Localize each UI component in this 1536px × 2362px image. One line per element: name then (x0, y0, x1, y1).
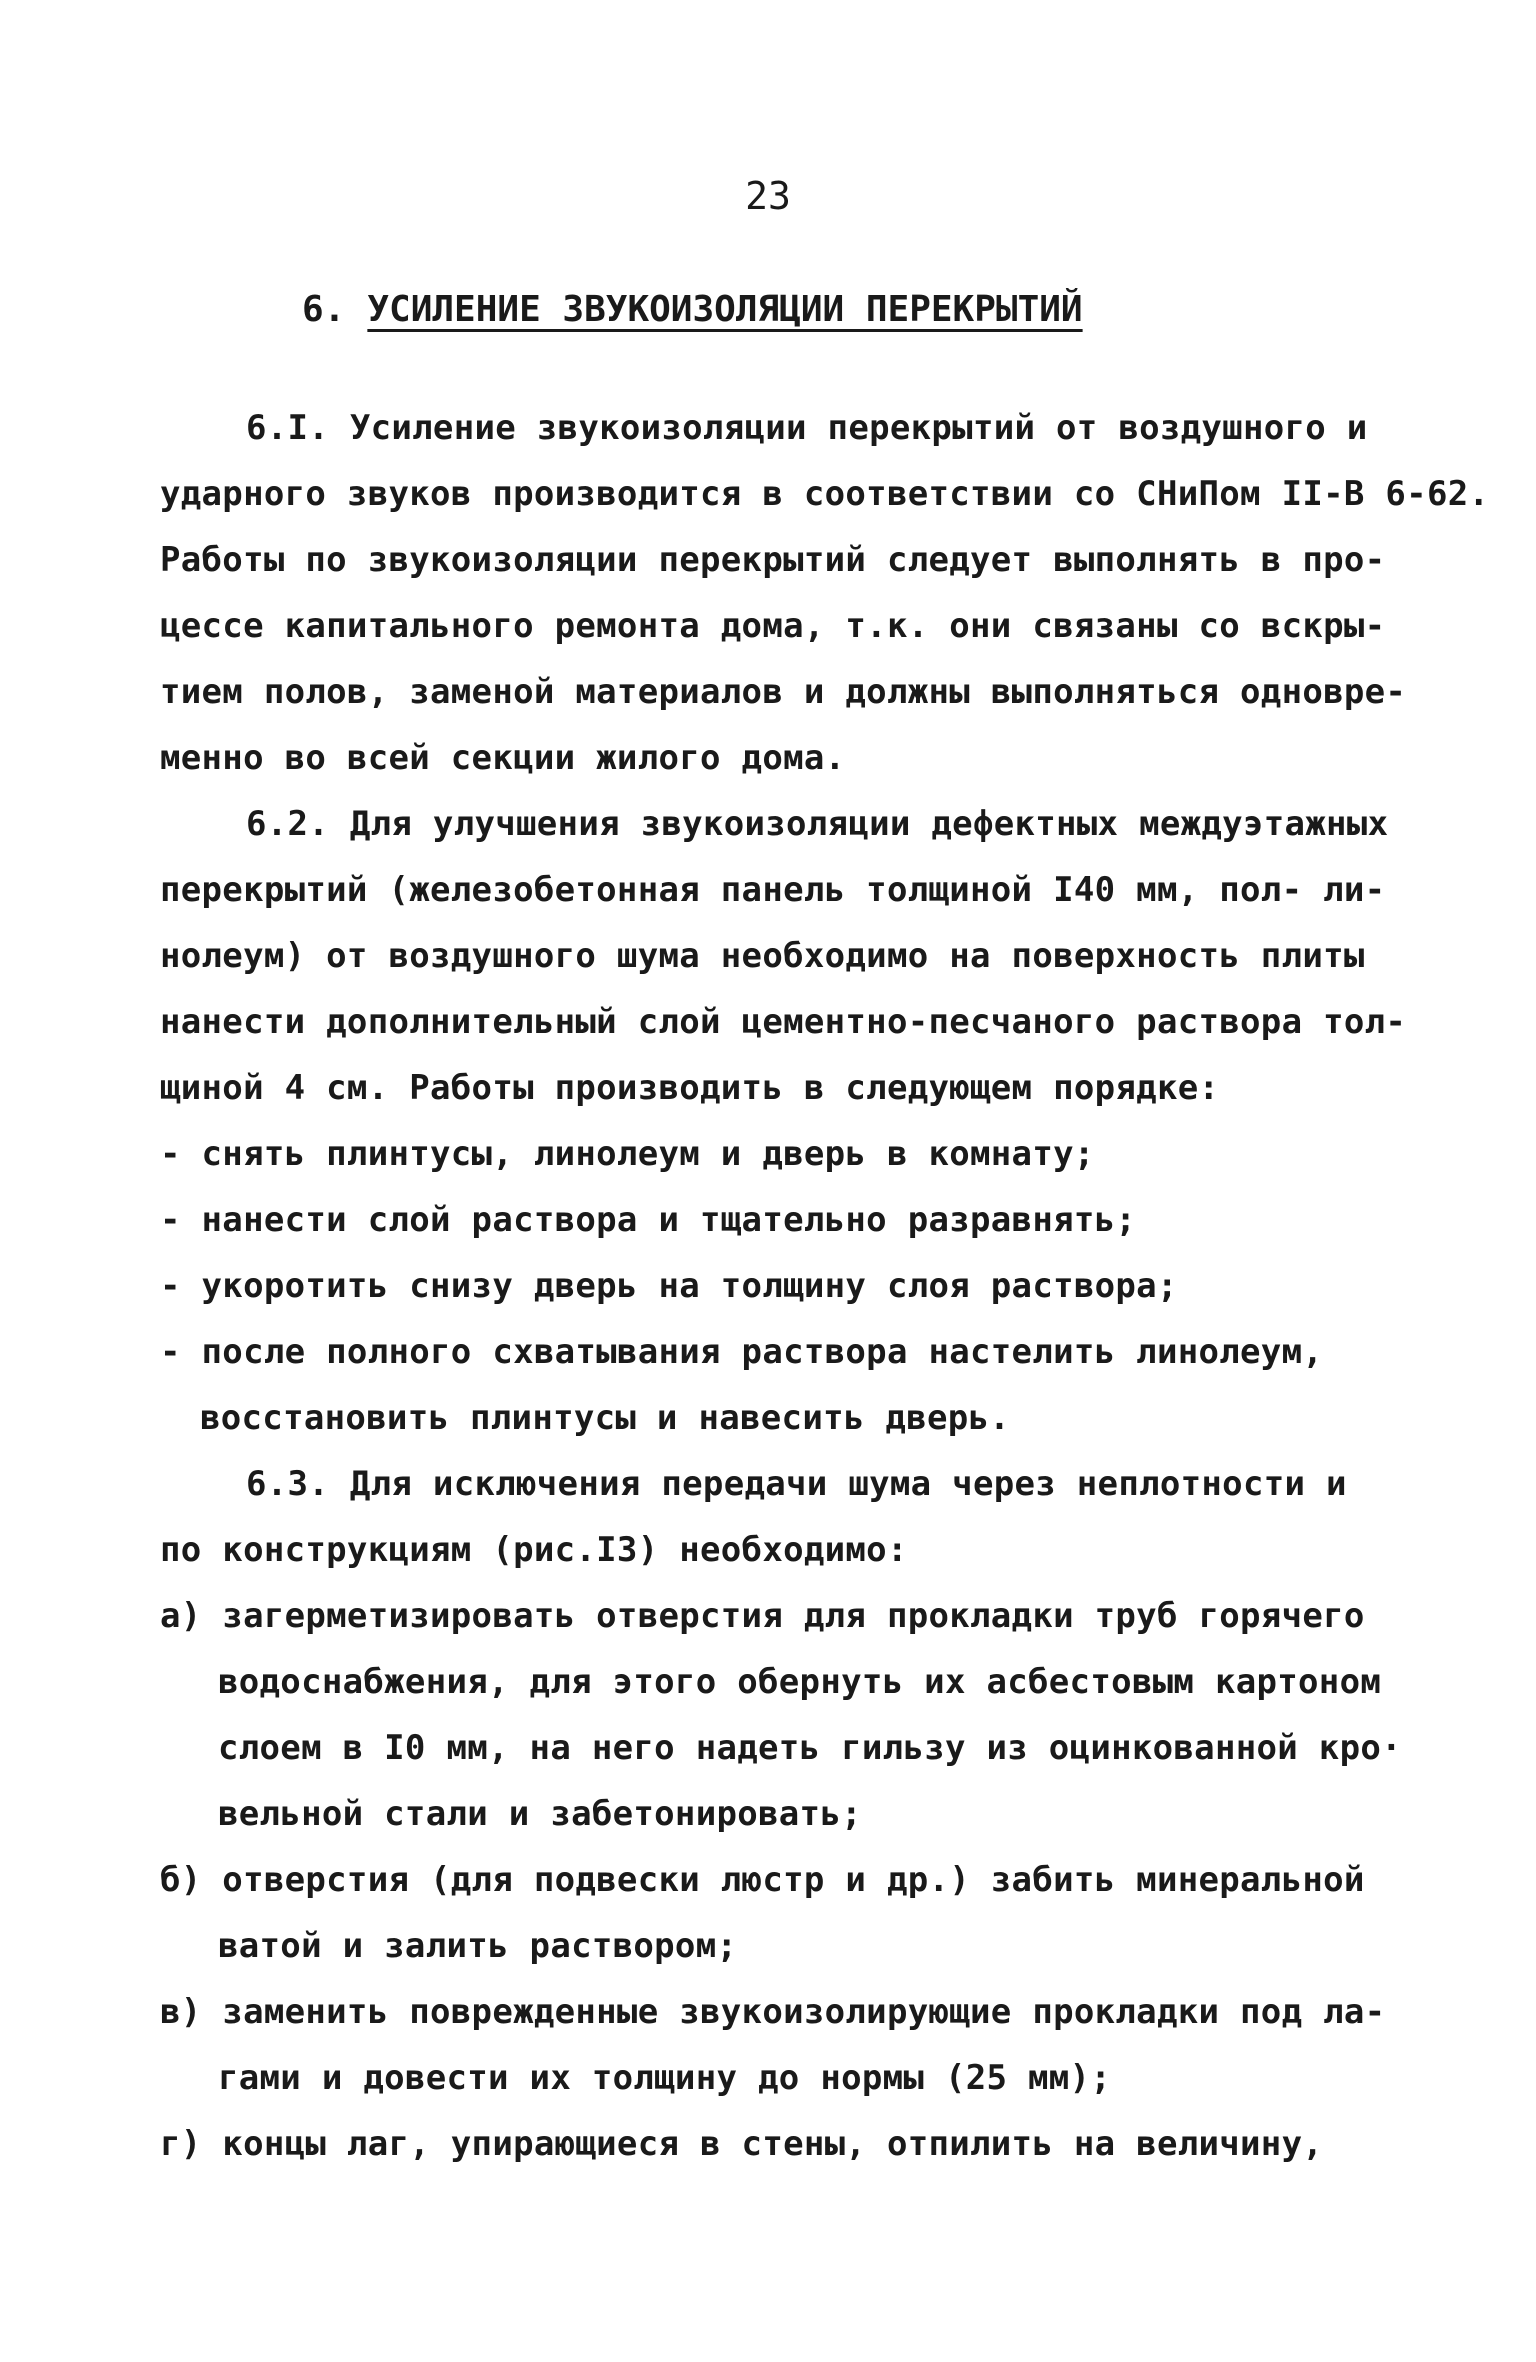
list-item: - после полного схватывания раствора настелить линолеум, (160, 1332, 1324, 1372)
text-line: по конструкциям (рис.I3) необходимо: (160, 1530, 908, 1570)
text-line: нолеум) от воздушного шума необходимо на поверхность плиты (160, 936, 1365, 976)
list-item-continuation: водоснабжения, для этого обернуть их асбестовым картоном (218, 1662, 1382, 1702)
text-line: ударного звуков производится в соответствии со СНиПом II-В 6-62. (160, 474, 1490, 514)
text-line: менно во всей секции жилого дома. (160, 738, 846, 778)
list-item: б) отверстия (для подвески люстр и др.) забить минеральной (160, 1860, 1365, 1900)
text-line: 6.3. Для исключения передачи шума через неплотности и (246, 1464, 1347, 1504)
text-line: цессе капитального ремонта дома, т.к. они связаны со вскры- (160, 606, 1386, 646)
list-item: г) концы лаг, упирающиеся в стены, отпилить на величину, (160, 2124, 1324, 2164)
list-item-continuation: восстановить плинтусы и навесить дверь. (200, 1398, 1011, 1438)
list-item-continuation: гами и довести их толщину до нормы (25 мм); (218, 2058, 1112, 2098)
list-item: - нанести слой раствора и тщательно разравнять; (160, 1200, 1137, 1240)
text-line: 6.I. Усиление звукоизоляции перекрытий от воздушного и (246, 408, 1368, 448)
text-line: тием полов, заменой материалов и должны выполняться одновре- (160, 672, 1407, 712)
section-number: 6. (302, 289, 346, 330)
text-line: нанести дополнительный слой цементно-песчаного раствора тол- (160, 1002, 1407, 1042)
section-heading (302, 286, 1083, 334)
list-item-continuation: слоем в I0 мм, на него надеть гильзу из оцинкованной кро· (218, 1728, 1402, 1768)
text-line: 6.2. Для улучшения звукоизоляции дефектных междуэтажных (246, 804, 1389, 844)
list-item-continuation: ватой и залить раствором; (218, 1926, 738, 1966)
text-line: перекрытий (железобетонная панель толщиной I40 мм, пол- ли- (160, 870, 1386, 910)
list-item: - снять плинтусы, линолеум и дверь в комнату; (160, 1134, 1095, 1174)
section-title: УСИЛЕНИЕ ЗВУКОИЗОЛЯЦИИ ПЕРЕКРЫТИЙ (367, 289, 1083, 330)
list-item: - укоротить снизу дверь на толщину слоя раствора; (160, 1266, 1178, 1306)
list-item-continuation: вельной стали и забетонировать; (218, 1794, 862, 1834)
list-item: а) загерметизировать отверстия для прокладки труб горячего (160, 1596, 1365, 1636)
text-line: Работы по звукоизоляции перекрытий следует выполнять в про- (160, 540, 1386, 580)
page-number: 23 (745, 174, 791, 218)
text-line: щиной 4 см. Работы производить в следующем порядке: (160, 1068, 1220, 1108)
list-item: в) заменить поврежденные звукоизолирующие прокладки под ла- (160, 1992, 1386, 2032)
